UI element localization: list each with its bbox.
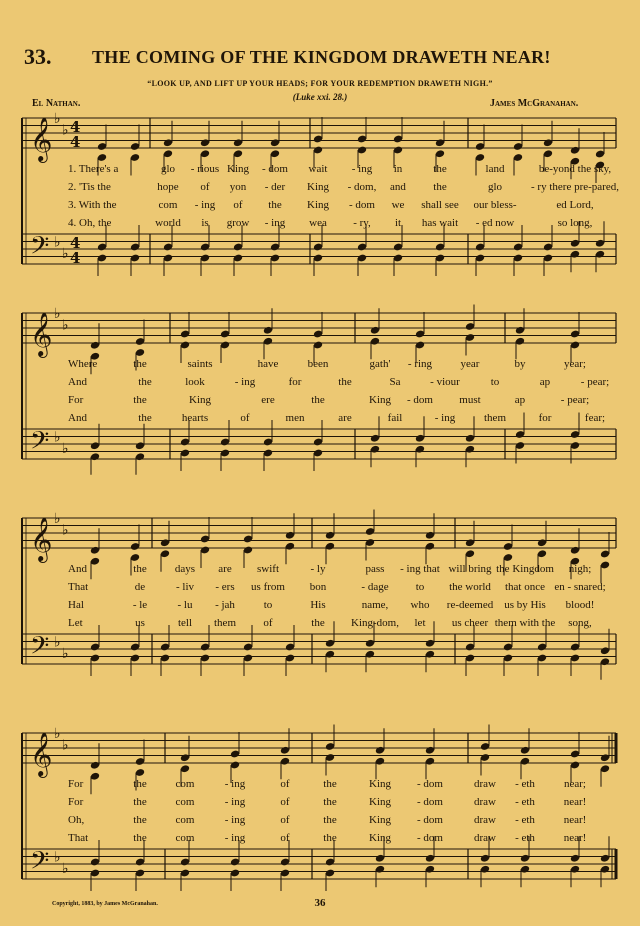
lyric-syllable: de [134, 581, 146, 593]
lyric-syllable: by [514, 358, 526, 370]
lyric-syllable: song, [568, 617, 592, 629]
flat-sign-icon: ♭ [54, 429, 61, 446]
flat-sign-icon: ♭ [54, 634, 61, 651]
lyric-syllable: com [175, 814, 195, 826]
lyric-syllable: the [133, 832, 147, 844]
lyric-syllable: - ing [351, 163, 373, 175]
lyric-syllable: That [68, 832, 89, 844]
lyric-syllable: them [484, 412, 506, 424]
flat-sign-icon: ♭ [62, 522, 69, 539]
lyric-syllable: us cheer [451, 617, 489, 629]
lyric-syllable: His [310, 599, 326, 611]
lyric-syllable: - ry, [353, 217, 371, 229]
lyric-syllable: of [280, 778, 290, 790]
lyric-line [0, 599, 640, 613]
lyric-syllable: King-dom, [351, 617, 399, 629]
lyric-syllable: - eth [515, 814, 535, 826]
lyric-syllable: that once [504, 581, 546, 593]
lyric-syllable: us from [251, 581, 285, 593]
lyric-syllable: wait [308, 163, 328, 175]
lyricist-name: El Nathan. [32, 98, 81, 109]
lyric-line [0, 581, 640, 595]
lyric-syllable: the [311, 394, 325, 406]
flat-sign-icon: ♭ [54, 111, 61, 127]
lyric-syllable: And [68, 563, 87, 575]
lyric-syllable: and [390, 181, 406, 193]
flat-sign-icon: ♭ [62, 317, 69, 334]
lyric-syllable: en - snared; [554, 581, 606, 593]
lyric-syllable: bon [309, 581, 327, 593]
lyric-syllable: look [185, 376, 205, 388]
lyric-syllable: com [158, 199, 178, 211]
lyric-line [0, 796, 640, 810]
lyric-syllable: - ing [194, 199, 216, 211]
lyric-syllable: near! [563, 814, 587, 826]
lyric-syllable: the [323, 796, 337, 808]
page-number: 36 [314, 897, 326, 909]
lyric-syllable: wea [309, 217, 327, 229]
hymn-number: 33. [24, 44, 52, 69]
treble-clef-icon: 𝄞 [30, 517, 53, 561]
lyric-syllable: Oh, [68, 814, 85, 826]
lyric-syllable: Let [68, 617, 83, 629]
lyric-syllable: - dom [417, 778, 443, 790]
lyric-line [0, 394, 640, 408]
time-signature-denominator: 4 [70, 133, 81, 151]
lyric-syllable: - der [264, 181, 286, 193]
lyric-syllable: the [133, 796, 147, 808]
lyric-syllable: fear; [584, 412, 606, 424]
lyric-syllable: King [307, 199, 329, 211]
lyric-syllable: them [214, 617, 236, 629]
treble-clef-icon: 𝄞 [30, 312, 53, 356]
bass-clef-icon: 𝄢 [30, 631, 50, 667]
lyric-syllable: - ing [224, 814, 246, 826]
lyric-syllable: And [68, 376, 87, 388]
lyric-syllable: - dom, [347, 181, 377, 193]
lyric-syllable: be-yond the sky, [538, 163, 612, 175]
lyric-syllable: com [175, 796, 195, 808]
lyric-line [0, 778, 640, 792]
lyric-syllable: the [133, 814, 147, 826]
lyric-syllable: year [460, 358, 480, 370]
lyric-syllable: pass [365, 563, 385, 575]
lyric-syllable: of [240, 412, 250, 424]
lyric-syllable: And [68, 412, 87, 424]
time-signature-denominator: 4 [70, 249, 81, 267]
lyric-syllable: - ing [224, 796, 246, 808]
lyric-syllable: Sa [389, 376, 401, 388]
lyric-syllable: the [323, 778, 337, 790]
lyric-syllable: - jah [215, 599, 235, 611]
lyric-syllable: near! [563, 796, 587, 808]
scripture-epigraph: “LOOK UP, AND LIFT UP YOUR HEADS; FOR YOUR REDEMPTION DRAWETH NIGH.” [147, 79, 493, 88]
lyric-syllable: of [263, 617, 273, 629]
lyric-syllable: grow [226, 217, 250, 229]
flat-sign-icon: ♭ [62, 737, 69, 754]
lyric-syllable: Hal [68, 599, 84, 611]
lyric-syllable: so long, [557, 217, 593, 229]
lyric-syllable: - le [132, 599, 148, 611]
lyric-syllable: our bless- [473, 199, 517, 211]
time-signature-numerator: 4 [70, 118, 81, 136]
lyric-syllable: ap [514, 394, 526, 406]
lyric-syllable: draw [474, 778, 496, 790]
lyric-syllable: let [414, 617, 426, 629]
lyric-syllable: near! [563, 832, 587, 844]
lyric-syllable: - liv [175, 581, 195, 593]
lyric-syllable: near; [564, 778, 586, 790]
lyric-syllable: the [323, 832, 337, 844]
lyric-syllable: King [369, 394, 391, 406]
lyric-syllable: in [393, 163, 403, 175]
lyric-line [0, 617, 640, 631]
lyric-syllable: King [369, 796, 391, 808]
lyric-syllable: the [268, 199, 282, 211]
lyric-syllable: - dom [349, 199, 375, 211]
lyric-syllable: - dom [417, 832, 443, 844]
lyric-line [0, 563, 640, 577]
bass-clef-icon: 𝄢 [30, 426, 50, 462]
lyric-syllable: must [459, 394, 481, 406]
flat-sign-icon: ♭ [62, 645, 69, 662]
lyric-syllable: - dom [407, 394, 433, 406]
lyric-syllable: of [280, 832, 290, 844]
lyric-syllable: the Kingdom [496, 563, 554, 575]
lyric-syllable: the [433, 181, 447, 193]
lyric-syllable: we [391, 199, 405, 211]
lyric-syllable: - ing [264, 217, 286, 229]
lyric-syllable: of [280, 814, 290, 826]
lyric-syllable: - eth [515, 796, 535, 808]
lyric-syllable: - ring [407, 358, 433, 370]
lyric-syllable: days [174, 563, 196, 575]
flat-sign-icon: ♭ [54, 511, 61, 527]
lyric-syllable: com [175, 778, 195, 790]
lyric-syllable: draw [474, 796, 496, 808]
lyric-syllable: fail [387, 412, 403, 424]
lyric-syllable: nigh; [568, 563, 592, 575]
flat-sign-icon: ♭ [62, 440, 69, 457]
lyric-syllable: yon [229, 181, 247, 193]
lyric-line [0, 376, 640, 390]
lyric-syllable: 1. There's a [68, 163, 119, 175]
lyric-syllable: - rious [190, 163, 220, 175]
lyric-syllable: ere [261, 394, 275, 406]
lyric-syllable: - ed now [475, 217, 515, 229]
treble-clef-icon: 𝄞 [30, 732, 53, 776]
lyric-syllable: of [280, 796, 290, 808]
lyric-syllable: to [415, 581, 425, 593]
lyric-syllable: King [189, 394, 211, 406]
lyric-syllable: King [307, 181, 329, 193]
lyric-syllable: gath' [369, 358, 391, 370]
lyric-syllable: who [410, 599, 430, 611]
lyric-syllable: Where [68, 358, 98, 370]
lyric-syllable: - ing [434, 412, 456, 424]
lyric-syllable: - dom [417, 796, 443, 808]
lyric-syllable: - eth [515, 778, 535, 790]
treble-clef-icon: 𝄞 [30, 117, 53, 161]
lyric-syllable: the [133, 778, 147, 790]
lyric-syllable: year; [564, 358, 586, 370]
lyric-syllable: been [307, 358, 329, 370]
lyric-syllable: are [218, 563, 232, 575]
lyric-syllable: the [311, 617, 325, 629]
lyric-syllable: the [133, 358, 147, 370]
lyric-syllable: us [135, 617, 145, 629]
lyric-syllable: King [369, 814, 391, 826]
lyric-syllable: - lu [177, 599, 193, 611]
lyric-syllable: draw [474, 814, 496, 826]
lyric-syllable: has wait [421, 217, 459, 229]
lyric-line [0, 832, 640, 846]
scripture-reference: (Luke xxi. 28.) [292, 92, 348, 102]
flat-sign-icon: ♭ [62, 122, 69, 139]
lyric-syllable: For [68, 778, 84, 790]
flat-sign-icon: ♭ [54, 726, 61, 742]
lyric-syllable: That [68, 581, 89, 593]
lyric-syllable: to [263, 599, 273, 611]
lyric-line [0, 814, 640, 828]
lyric-syllable: the [133, 394, 147, 406]
lyric-syllable: for [288, 376, 302, 388]
lyric-syllable: men [285, 412, 305, 424]
lyric-syllable: them with the [494, 617, 556, 629]
copyright-notice: Copyright, 1883, by James McGranahan. [52, 901, 158, 907]
lyric-syllable: to [490, 376, 500, 388]
lyric-syllable: tell [177, 617, 193, 629]
lyric-syllable: - ing [234, 376, 256, 388]
lyric-syllable: - ry there pre-pared, [531, 181, 619, 193]
lyric-syllable: is [201, 217, 209, 229]
bass-clef-icon: 𝄢 [30, 231, 50, 267]
lyric-syllable: King [227, 163, 249, 175]
lyric-syllable: glo [160, 163, 176, 175]
lyric-syllable: the [323, 814, 337, 826]
lyric-syllable: King [369, 778, 391, 790]
lyric-syllable: for [538, 412, 552, 424]
lyric-syllable: For [68, 394, 84, 406]
time-signature-numerator: 4 [70, 234, 81, 252]
lyric-syllable: draw [474, 832, 496, 844]
lyric-line [0, 358, 640, 372]
lyric-syllable: hearts [181, 412, 209, 424]
lyric-syllable: 4. Oh, the [68, 217, 112, 229]
lyric-syllable: of [233, 199, 243, 211]
lyric-syllable: com [175, 832, 195, 844]
lyric-syllable: - dage [361, 581, 389, 593]
lyric-line [0, 199, 640, 213]
lyric-syllable: - ing that [400, 563, 440, 575]
lyric-syllable: - dom [262, 163, 288, 175]
lyric-syllable: blood! [565, 599, 595, 611]
lyric-syllable: saints [187, 358, 213, 370]
lyric-syllable: land [485, 163, 505, 175]
flat-sign-icon: ♭ [54, 306, 61, 322]
lyric-syllable: the [133, 563, 147, 575]
lyric-syllable: - ing [224, 832, 246, 844]
lyric-syllable: will bring [448, 563, 492, 575]
lyric-syllable: For [68, 796, 84, 808]
lyric-syllable: are [338, 412, 352, 424]
lyric-syllable: name, [361, 599, 389, 611]
lyric-syllable: - ing [224, 778, 246, 790]
lyric-syllable: the [138, 412, 152, 424]
lyric-syllable: - pear; [560, 394, 590, 406]
lyric-syllable: the world [449, 581, 491, 593]
lyric-syllable: 2. 'Tis the [68, 181, 111, 193]
lyric-syllable: us by His [504, 599, 546, 611]
lyric-syllable: - ers [215, 581, 235, 593]
lyric-syllable: the [138, 376, 152, 388]
lyric-syllable: 3. With the [68, 199, 117, 211]
lyric-syllable: glo [487, 181, 503, 193]
lyric-syllable: - pear; [580, 376, 610, 388]
lyric-syllable: King [369, 832, 391, 844]
flat-sign-icon: ♭ [54, 849, 61, 866]
lyric-line [0, 163, 640, 177]
lyric-syllable: it [394, 217, 402, 229]
lyric-syllable: - eth [515, 832, 535, 844]
lyric-syllable: of [200, 181, 210, 193]
lyric-syllable: have [257, 358, 279, 370]
lyric-syllable: the [433, 163, 447, 175]
bass-clef-icon: 𝄢 [30, 846, 50, 882]
lyric-syllable: swift [257, 563, 279, 575]
lyric-syllable: hope [157, 181, 179, 193]
lyric-syllable: the [338, 376, 352, 388]
flat-sign-icon: ♭ [62, 860, 69, 877]
lyric-line [0, 217, 640, 231]
lyric-syllable: - viour [430, 376, 460, 388]
lyric-line [0, 181, 640, 195]
lyric-syllable: ed Lord, [556, 199, 594, 211]
lyric-syllable: - dom [417, 814, 443, 826]
hymn-title: THE COMING OF THE KINGDOM DRAWETH NEAR! [92, 47, 551, 67]
composer-name: James McGranahan. [490, 98, 579, 109]
lyric-syllable: shall see [421, 199, 459, 211]
lyric-syllable: ap [539, 376, 551, 388]
lyric-syllable: re-deemed [446, 599, 494, 611]
lyric-syllable: - ly [310, 563, 326, 575]
flat-sign-icon: ♭ [54, 234, 61, 251]
lyric-line [0, 412, 640, 426]
flat-sign-icon: ♭ [62, 245, 69, 262]
lyric-syllable: world [155, 217, 181, 229]
